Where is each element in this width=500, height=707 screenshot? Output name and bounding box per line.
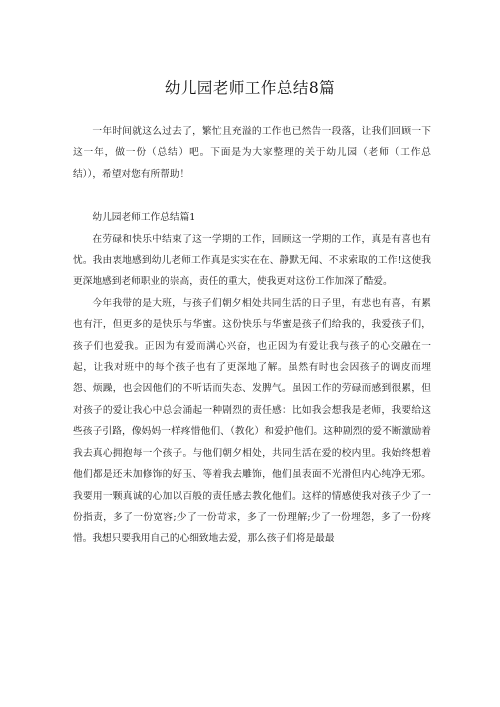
section-heading: 幼儿园老师工作总结篇1 [92, 212, 196, 224]
body-paragraph-2: 今年我带的是大班，与孩子们朝夕相处共同生活的日子里，有悲也有喜，有累也有汗，但更多的是快乐与华蜜。这份快乐与华蜜是孩子们给我的，我爱孩子们，孩子们也爱我。正因为有爱而满心兴奋，也正因为有爱让我与孩子的心交融在一起，让我对班中的每个孩子也有了更深地了解。虽然有时也会因孩子的调皮而埋怨、烦躁，也会因他们的不听话而失态、发脾气。虽因工作的劳碌而感到很累，但对孩子的爱让我心中总会涌起一种剧烈的责任感：比如我会想我是老师，我要给这些孩子引路，像妈妈一样疼惜他们、（教化）和爱护他们。这种剧烈的爱不断激励着我去真心拥抱每一个孩子。与他们朝夕相处，共同生活在爱的校内里。我始终想着他们都是还未加修饰的好玉、等着我去雕饰，他们虽表面不光滑但内心纯净无邪。我要用一颗真诚的心加以百般的责任感去教化他们。这样的情感使我对孩子少了一份指责，多了一份宽容;少了一份苛求，多了一份理解;少了一份埋怨，多了一份疼惜。我想只要我用自己的心细致地去爱，那么孩子们将是最最 [73, 297, 431, 545]
intro-paragraph: 一年时间就这么过去了，繁忙且充溢的工作也已然告一段落，让我们回顾一下这一年，做一份（总结）吧。下面是为大家整理的关于幼儿园（老师（工作总结）），希望对您有所帮助！ [73, 126, 431, 180]
document-title: 幼儿园老师工作总结8篇 [164, 79, 336, 97]
body-paragraph-1: 在劳碌和快乐中结束了这一学期的工作，回顾这一学期的工作，真是有喜也有忧。我由衷地感到幼儿老师工作真是实实在在、静默无闻、不求索取的工作!这使我更深地感到老师职业的崇高，责任的重大，使我更对这份工作加深了酷爱。 [73, 233, 431, 288]
document-body [73, 121, 431, 550]
